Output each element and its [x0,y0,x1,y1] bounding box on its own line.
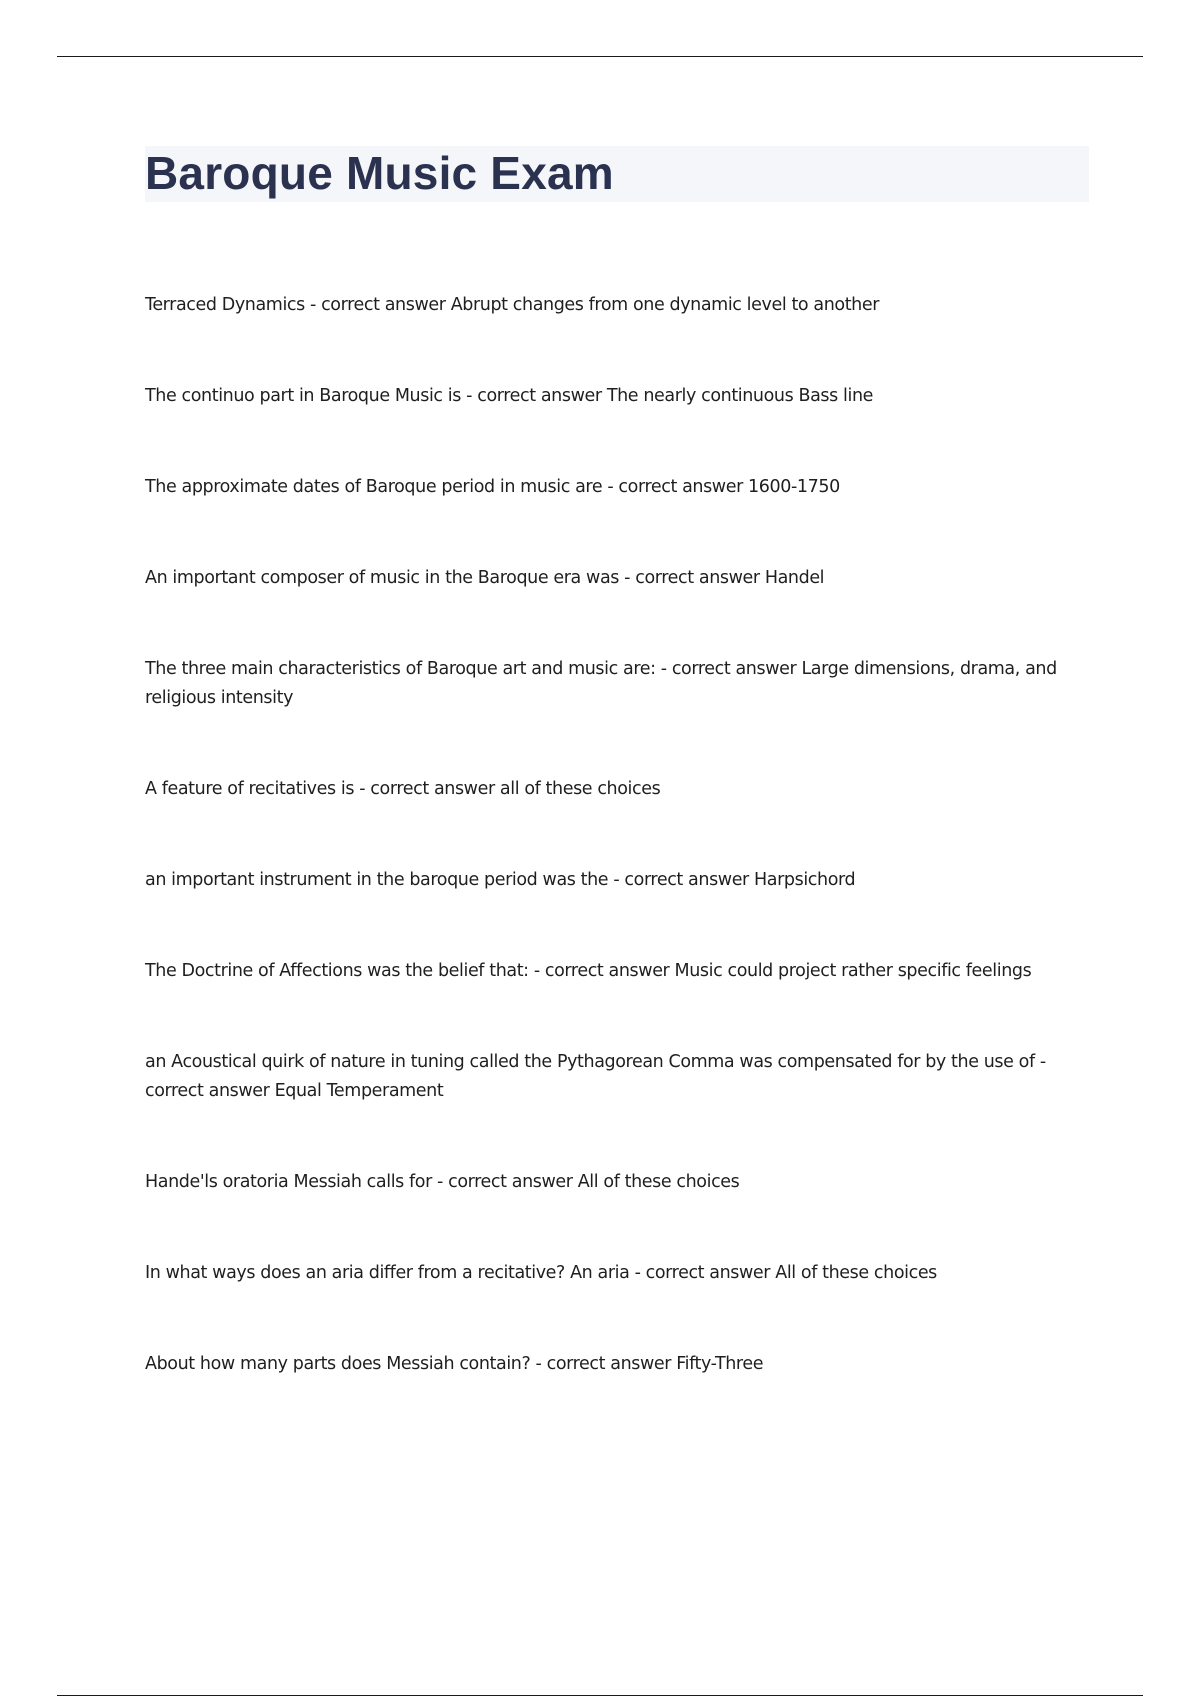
qa-item-7: an important instrument in the baroque period was the - correct answer Harpsichord [145,870,856,890]
question-answer-list [145,291,1075,1379]
qa-item-6: A feature of recitatives is - correct answer all of these choices [145,779,661,799]
qa-item-5: The three main characteristics of Baroque art and music are: - correct answer Large dimensions, drama, and religious intensity [145,659,1057,708]
qa-item-12: About how many parts does Messiah contain? - correct answer Fifty-Three [145,1354,764,1374]
qa-item-11: In what ways does an aria differ from a recitative? An aria - correct answer All of these choices [145,1263,937,1283]
qa-item-2: The continuo part in Baroque Music is - correct answer The nearly continuous Bass line [145,386,874,406]
qa-item-9: an Acoustical quirk of nature in tuning called the Pythagorean Comma was compensated for by the use of - correct answer Equal Temperament [145,1052,1046,1101]
qa-item-4: An important composer of music in the Baroque era was - correct answer Handel [145,568,825,588]
bottom-divider [57,1695,1143,1696]
qa-item-1: Terraced Dynamics - correct answer Abrupt changes from one dynamic level to another [145,295,880,315]
page-title: Baroque Music Exam [145,147,614,199]
qa-item-10: Hande'ls oratoria Messiah calls for - correct answer All of these choices [145,1172,740,1192]
qa-item-8: The Doctrine of Affections was the belief that: - correct answer Music could project rather specific feelings [145,961,1032,981]
qa-item-3: The approximate dates of Baroque period in music are - correct answer 1600-1750 [145,477,840,497]
top-divider [57,56,1143,57]
